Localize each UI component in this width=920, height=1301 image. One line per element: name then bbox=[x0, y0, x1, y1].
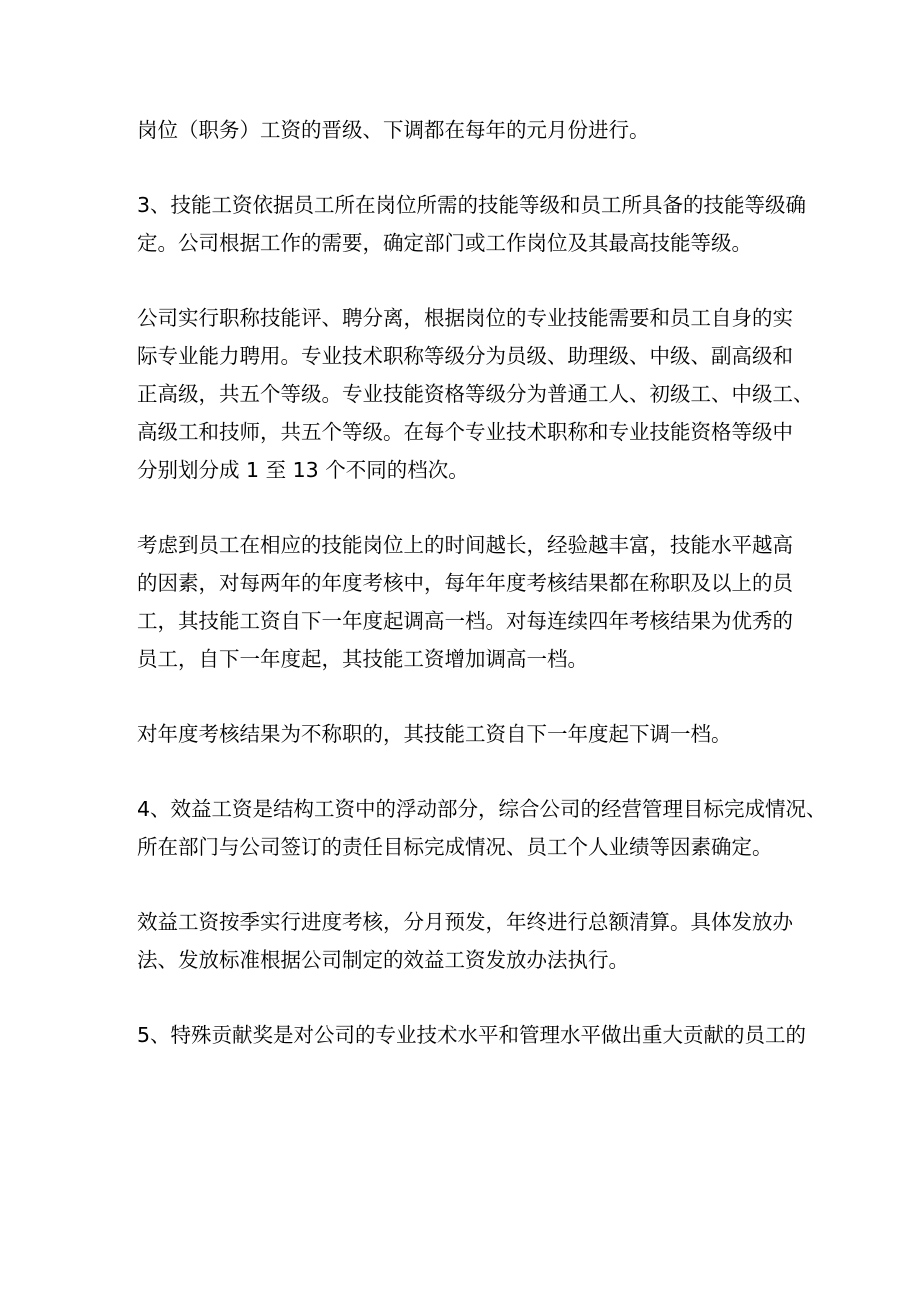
paragraph-title-separation bbox=[137, 299, 814, 489]
text-line: 4、效益工资是结构工资中的浮动部分，综合公司的经营管理目标完成情况、 bbox=[137, 797, 827, 821]
text-line: 效益工资按季实行进度考核，分月预发，年终进行总额清算。具体发放办 bbox=[137, 910, 793, 934]
paragraph-skill-upgrade bbox=[137, 526, 797, 678]
paragraph-skill-downgrade bbox=[137, 715, 797, 753]
text-line: 际专业能力聘用。专业技术职称等级分为员级、助理级、中级、副高级和 bbox=[137, 344, 793, 368]
paragraph-special-contribution bbox=[137, 1016, 807, 1054]
text-line: 所在部门与公司签订的责任目标完成情况、员工个人业绩等因素确定。 bbox=[137, 835, 773, 859]
text-line: 的因素，对每两年的年度考核中，每年年度考核结果都在称职及以上的员 bbox=[137, 571, 793, 595]
text-line: 定。公司根据工作的需要，确定部门或工作岗位及其最高技能等级。 bbox=[137, 231, 752, 255]
text-line: 高级工和技师，共五个等级。在每个专业技术职称和专业技能资格等级中 bbox=[137, 420, 793, 444]
text-line: 正高级，共五个等级。专业技能资格等级分为普通工人、初级工、中级工、 bbox=[137, 382, 814, 406]
text-line: 对年度考核结果为不称职的，其技能工资自下一年度起下调一档。 bbox=[137, 722, 732, 746]
paragraph-skill-wage bbox=[137, 186, 807, 262]
text-line: 公司实行职称技能评、聘分离，根据岗位的专业技能需要和员工自身的实 bbox=[137, 306, 793, 330]
text-line: 法、发放标准根据公司制定的效益工资发放办法执行。 bbox=[137, 948, 629, 972]
text-line: 工，其技能工资自下一年度起调高一档。对每连续四年考核结果为优秀的 bbox=[137, 609, 793, 633]
document-body bbox=[137, 111, 827, 1091]
paragraph-salary-adjustment-timing bbox=[137, 111, 797, 149]
paragraph-performance-assessment bbox=[137, 903, 797, 979]
text-line: 员工，自下一年度起，其技能工资增加调高一档。 bbox=[137, 647, 588, 671]
text-line: 5、特殊贡献奖是对公司的专业技术水平和管理水平做出重大贡献的员工的 bbox=[137, 1023, 807, 1047]
text-line: 分别划分成 1 至 13 个不同的档次。 bbox=[137, 458, 469, 482]
text-line: 岗位（职务）工资的晋级、下调都在每年的元月份进行。 bbox=[137, 118, 650, 142]
text-line: 考虑到员工在相应的技能岗位上的时间越长，经验越丰富，技能水平越高 bbox=[137, 533, 793, 557]
text-line: 3、技能工资依据员工所在岗位所需的技能等级和员工所具备的技能等级确 bbox=[137, 193, 807, 217]
paragraph-performance-wage bbox=[137, 790, 827, 866]
